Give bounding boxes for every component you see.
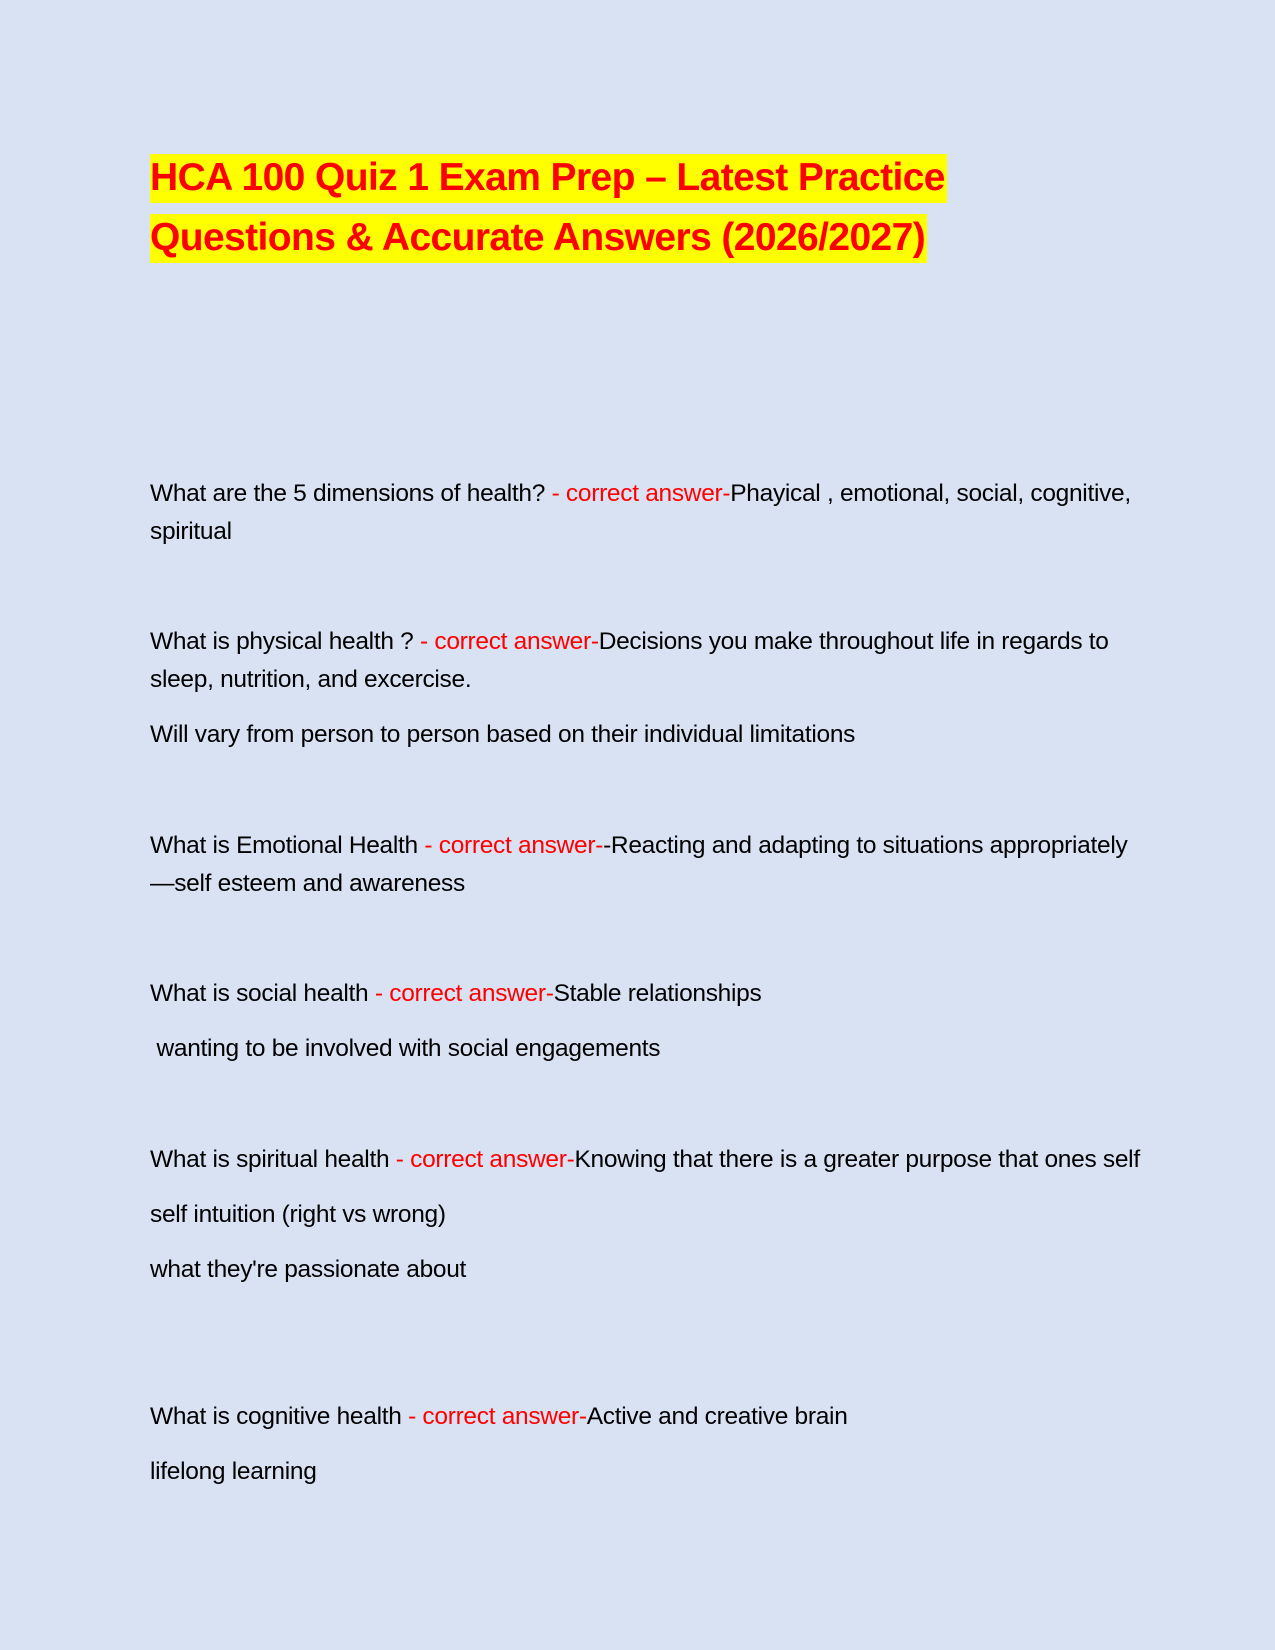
answer-label: - correct answer- — [395, 1146, 575, 1173]
answer-extra-line: Will vary from person to person based on their individual limitations — [150, 721, 856, 748]
answer-text: -Reacting and adapting to situations appropriately —self esteem and awareness — [150, 832, 1128, 897]
qa-item-spiritual — [150, 1141, 1150, 1289]
answer-text: Decisions you make throughout life in regards to sleep, nutrition, and excercise. — [150, 628, 1109, 693]
answer-text: Phayical , emotional, social, cognitive, spiritual — [150, 480, 1131, 545]
question-text: What are the 5 dimensions of health? — [150, 480, 552, 507]
answer-label: - correct answer- — [374, 980, 554, 1007]
question-text: What is Emotional Health — [150, 832, 425, 859]
answer-text: Stable relationships — [553, 980, 762, 1007]
qa-line — [150, 827, 1150, 903]
answer-text: Active and creative brain — [586, 1403, 848, 1430]
answer-label: - correct answer- — [408, 1403, 587, 1430]
question-text: What is spiritual health — [150, 1146, 396, 1173]
qa-item-physical — [150, 623, 1150, 754]
question-text: What is social health — [150, 980, 375, 1007]
qa-line — [150, 1141, 1150, 1179]
question-text: What is cognitive health — [150, 1403, 409, 1430]
answer-label: - correct answer- — [420, 628, 599, 655]
title-line-2: Questions & Accurate Answers (2026/2027) — [150, 214, 927, 263]
qa-line — [150, 975, 1150, 1013]
qa-line — [150, 623, 1150, 699]
qa-item-social — [150, 975, 1150, 1068]
answer-label: - correct answer- — [551, 480, 731, 507]
answer-label: - correct answer- — [424, 832, 604, 859]
answer-extra-line: what they're passionate about — [150, 1256, 467, 1283]
qa-line — [150, 1398, 1150, 1436]
qa-line — [150, 475, 1150, 551]
answer-extra-line: wanting to be involved with social engagements — [150, 1035, 661, 1062]
qa-item-dimensions — [150, 475, 1150, 551]
question-text: What is physical health ? — [150, 628, 421, 655]
answer-text: Knowing that there is a greater purpose that ones self — [574, 1146, 1140, 1173]
title-line-1: HCA 100 Quiz 1 Exam Prep – Latest Practice — [150, 154, 947, 203]
qa-item-cognitive — [150, 1398, 1150, 1491]
document-title — [150, 148, 947, 268]
answer-extra-line: lifelong learning — [150, 1458, 317, 1485]
qa-item-emotional — [150, 827, 1150, 903]
answer-extra-line: self intuition (right vs wrong) — [150, 1201, 446, 1228]
